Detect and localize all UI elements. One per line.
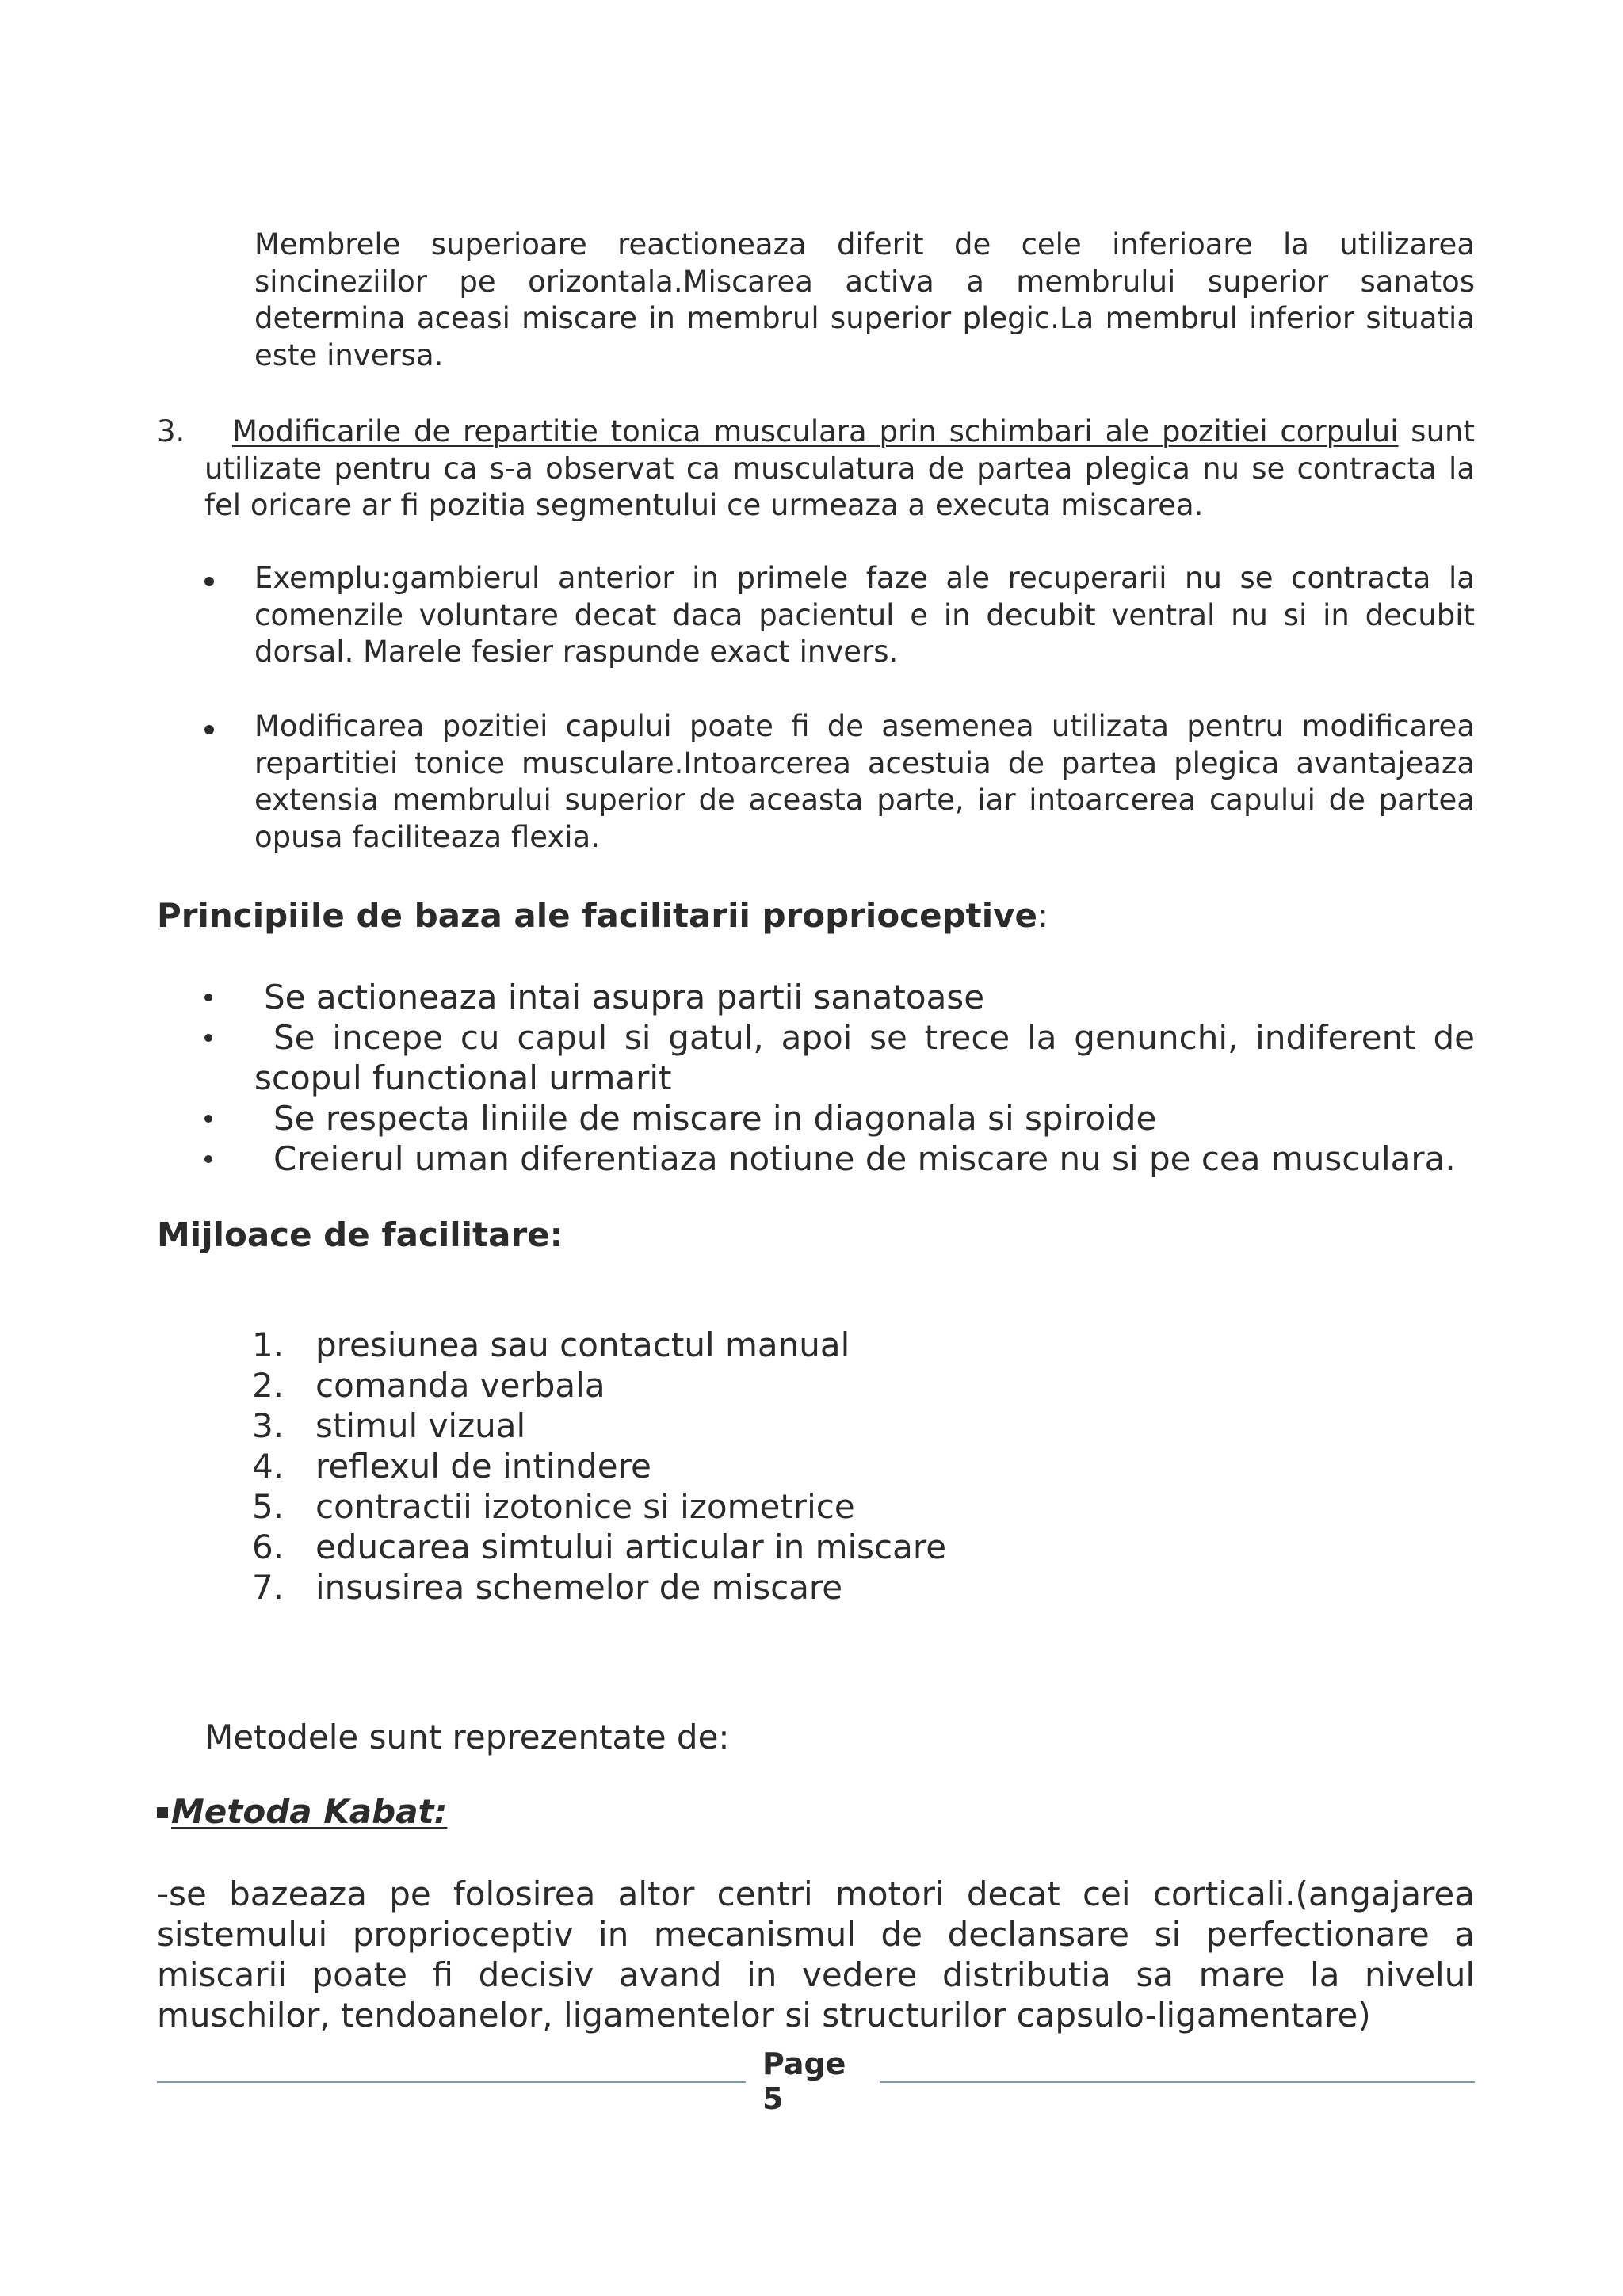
heading-principii-colon: : [1037, 896, 1049, 935]
list-item [252, 1527, 946, 1567]
square-bullet-icon [157, 1807, 168, 1818]
list-item [252, 1486, 946, 1527]
bullet-icon [204, 994, 212, 1001]
underlined-phrase: Modificarile de repartitie tonica musculara prin schimbari ale pozitiei corpului [232, 414, 1399, 448]
list-number-3: 3. [157, 414, 185, 448]
list-item-number: 6. [252, 1527, 285, 1566]
paragraph-metodele: Metodele sunt reprezentate de: [204, 1718, 730, 1756]
footer-divider-left [157, 2081, 746, 2083]
heading-principii-text: Principiile de baza ale facilitarii proprioceptive [157, 896, 1037, 935]
list-item-number: 3. [252, 1406, 285, 1445]
list-item-number: 5. [252, 1487, 285, 1526]
list-item-text: stimul vizual [315, 1406, 526, 1445]
paragraph-membrele: Membrele superioare reactioneaza diferit de cele inferioare la utilizarea sincineziilor pe orizontala.Miscarea activa a membrului superior sanatos determina aceasi miscare in membrul superior plegic.La membrul inferior situatia este inversa. [254, 227, 1475, 372]
list-item-text: insusirea schemelor de miscare [315, 1568, 843, 1607]
mijloace-list [252, 1325, 946, 1608]
list-item-number: 1. [252, 1325, 285, 1364]
page-number [762, 2046, 846, 2116]
bullet-exemplu: Exemplu:gambierul anterior in primele faze ale recuperarii nu se contracta la comenzile voluntare decat daca pacientul e in decubit ventral nu si in decubit dorsal. Marele fesier raspunde exact invers. [254, 561, 1475, 669]
bullet-icon [204, 1034, 212, 1042]
paragraph-modificarile [204, 414, 1475, 524]
heading-mijloace: Mijloace de facilitare: [157, 1215, 563, 1254]
principiu-item: Creierul uman diferentiaza notiune de miscare nu si pe cea musculara. [273, 1139, 1456, 1178]
list-item-text: comanda verbala [315, 1366, 605, 1405]
list-item [252, 1446, 946, 1486]
bullet-modificarea-pozitiei: Modificarea pozitiei capului poate fi de asemenea utilizata pentru modificarea repartitiei tonice musculare.Intoarcerea acestuia de partea plegica avantajeaza extensia membrului superior de aceasta parte, iar intoarcerea capului de partea opusa faciliteaza flexia. [254, 709, 1475, 854]
list-item-text: contractii izotonice si izometrice [315, 1487, 855, 1526]
list-item-number: 4. [252, 1447, 285, 1486]
heading-metoda-kabat-text: Metoda Kabat: [171, 1792, 448, 1831]
list-item-text: educarea simtului articular in miscare [315, 1527, 947, 1566]
page-word: Page [762, 2046, 846, 2081]
list-item [252, 1325, 946, 1365]
list-item [252, 1365, 946, 1405]
heading-principii [157, 896, 1048, 936]
list-item [252, 1405, 946, 1446]
bullet-icon [204, 1155, 212, 1163]
paragraph-kabat: -se bazeaza pe folosirea altor centri motori decat cei corticali.(angajarea sistemului proprioceptiv in mecanismul de declansare si perfectionare a miscarii poate fi decisiv avand in vedere distributia sa mare la nivelul muschilor, tendoanelor, ligamentelor si structurilor capsulo-ligamentare) [157, 1875, 1475, 2035]
list-item [252, 1567, 946, 1608]
footer-divider-right [880, 2081, 1475, 2083]
list-item-number: 2. [252, 1366, 285, 1405]
page-number-value: 5 [762, 2081, 784, 2116]
list-item-number: 7. [252, 1568, 285, 1607]
principiu-item: Se respecta liniile de miscare in diagonala si spiroide [273, 1099, 1157, 1138]
heading-metoda-kabat [157, 1792, 447, 1832]
bullet-icon [204, 577, 214, 586]
list-item-text: reflexul de intindere [315, 1447, 651, 1486]
list-item-text: presiunea sau contactul manual [315, 1325, 850, 1364]
principiu-item: Se incepe cu capul si gatul, apoi se trece la genunchi, indiferent de scopul functional urmarit [254, 1018, 1475, 1097]
bullet-icon [204, 1115, 212, 1123]
principiu-item: Se actioneaza intai asupra partii sanatoase [264, 978, 985, 1016]
paragraph-modificarile-rest: sunt utilizate pentru ca s-a observat ca musculatura de partea plegica nu se contracta la fel oricare ar fi pozitia segmentului ce urmeaza a executa miscarea. [204, 414, 1475, 522]
bullet-icon [204, 725, 214, 734]
